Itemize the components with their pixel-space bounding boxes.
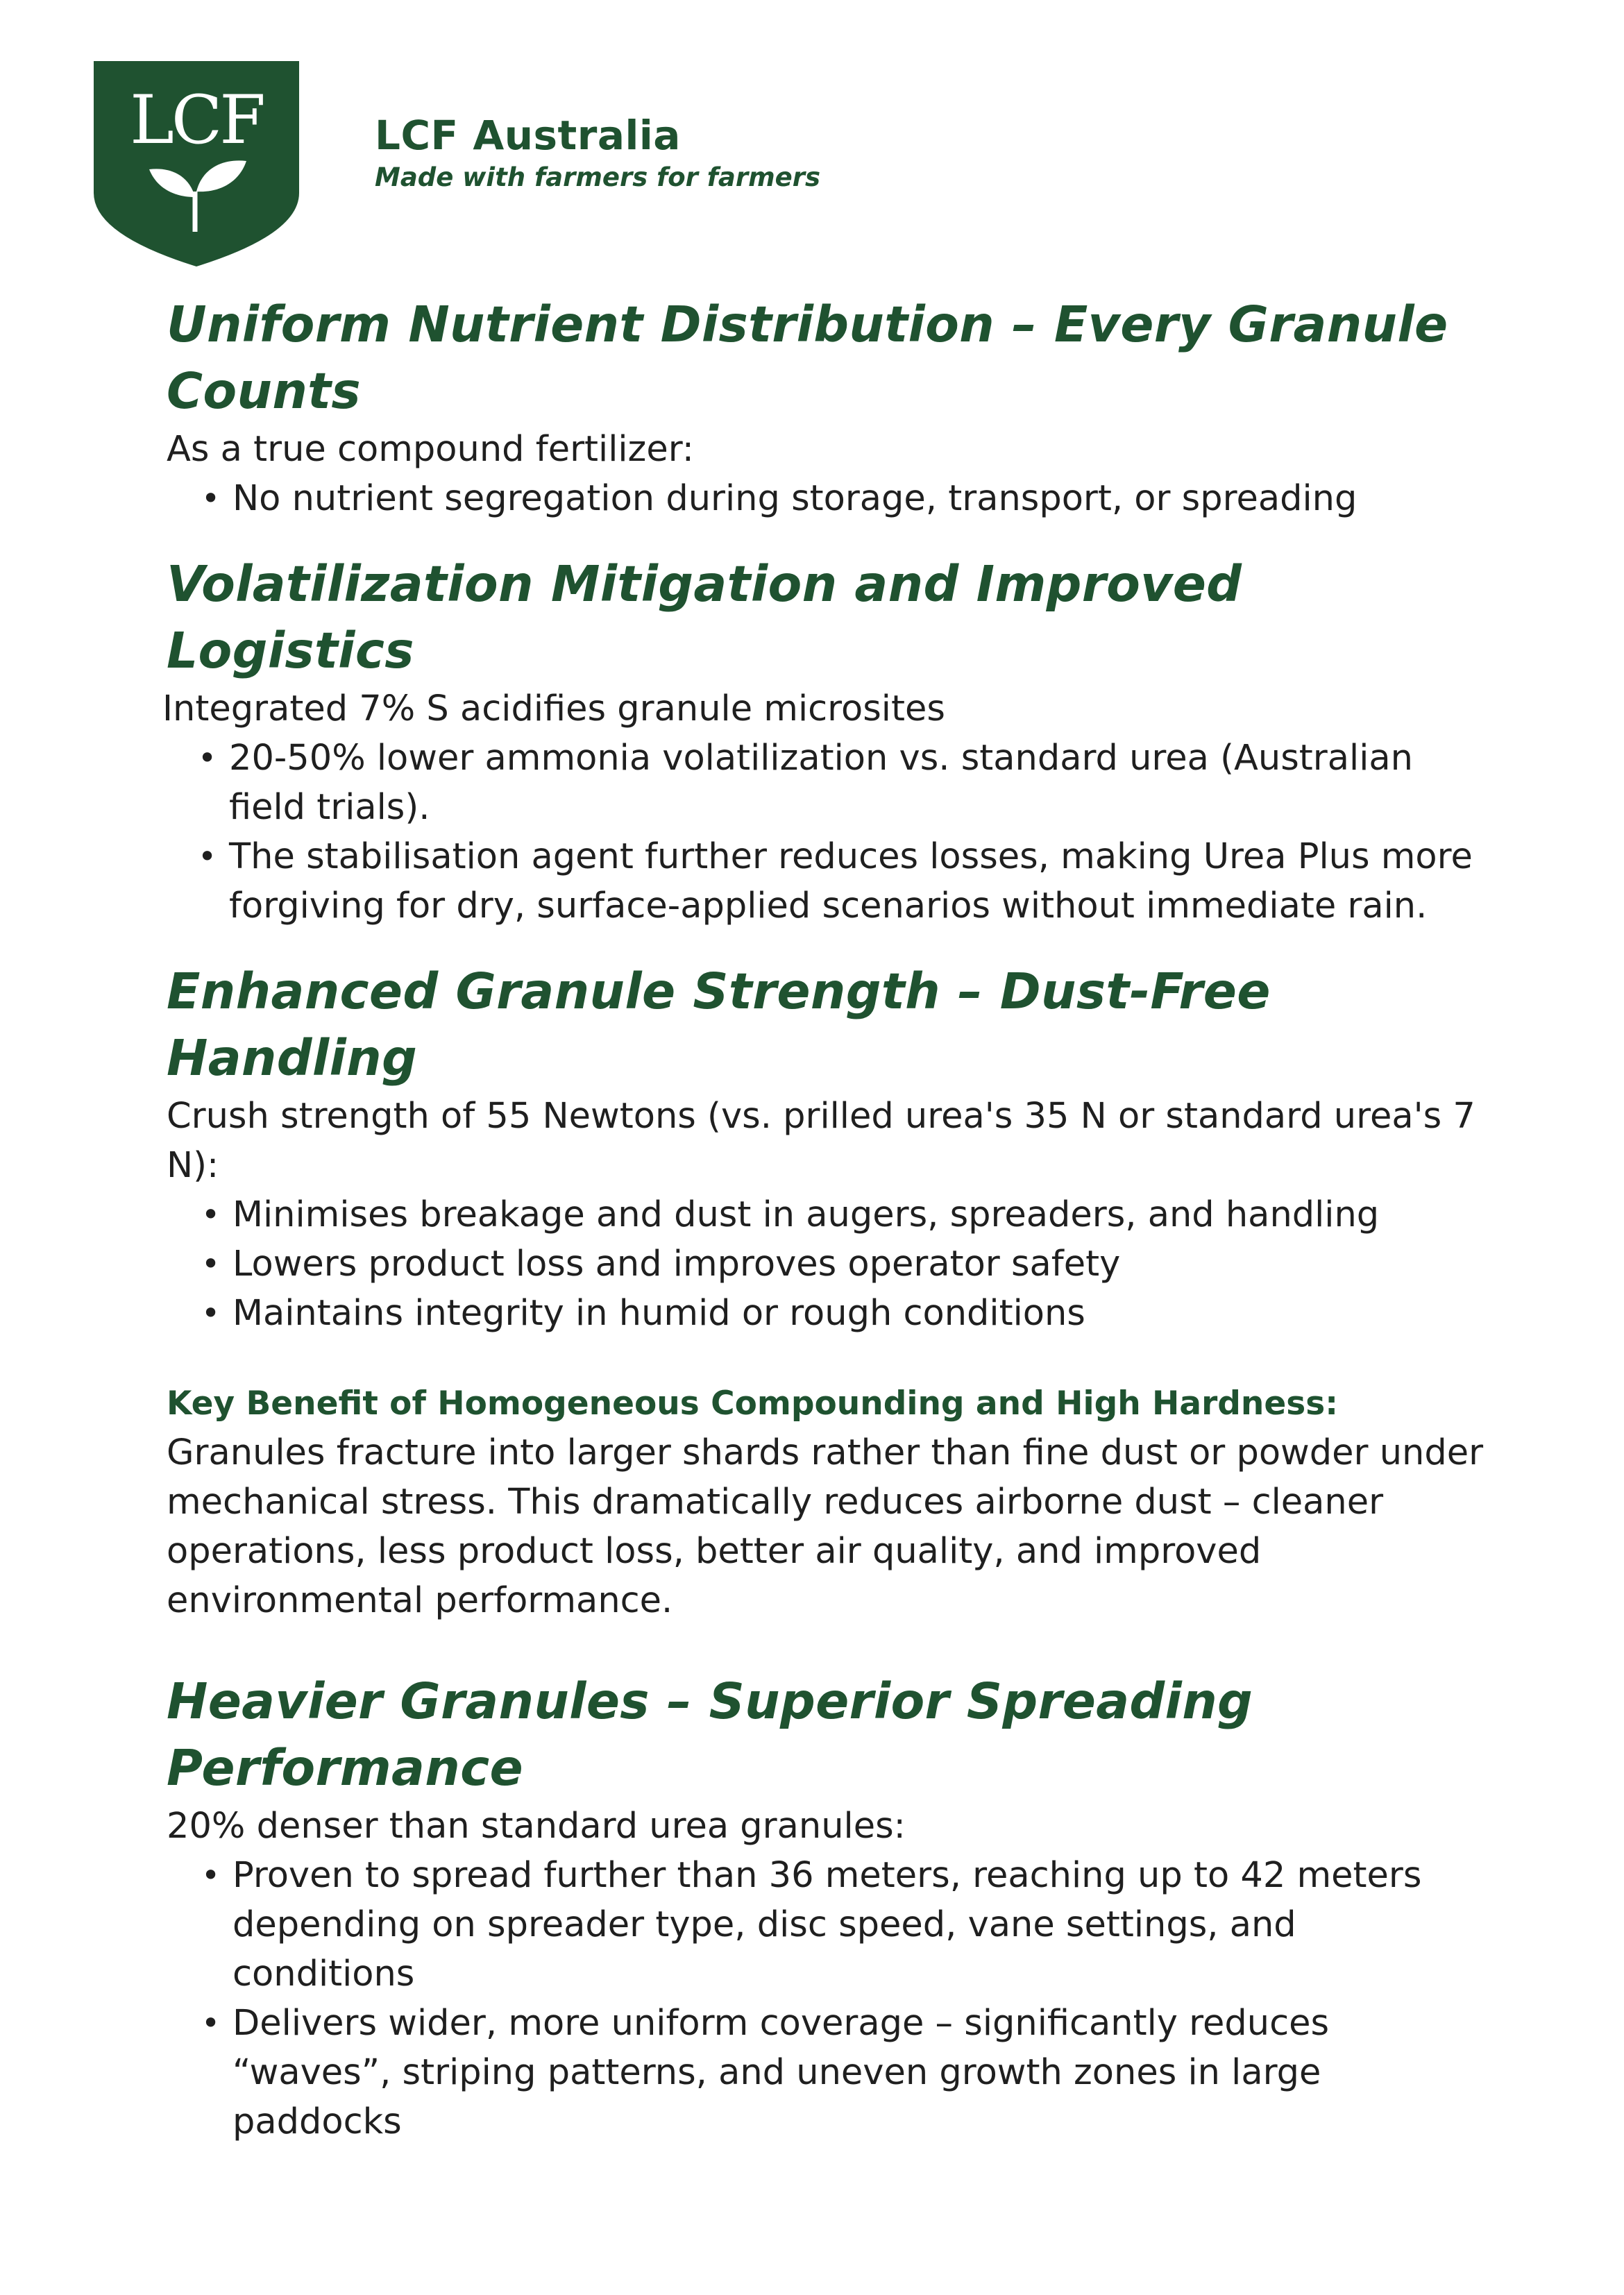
list-item: • Maintains integrity in humid or rough conditions xyxy=(232,1289,1485,1338)
list-item: • Delivers wider, more uniform coverage – significantly reduces “waves”, striping patterns, and uneven growth zones in large paddocks xyxy=(232,1999,1485,2146)
section-volatilization xyxy=(162,551,1485,931)
bullet-list xyxy=(167,734,1485,931)
list-item: • The stabilisation agent further reduces losses, making Urea Plus more forgiving for dry, surface-applied scenarios without immediate rain. xyxy=(229,832,1485,931)
key-benefit-text: Granules fracture into larger shards rather than fine dust or powder under mechanical stress. This dramatically reduces airborne dust – cleaner operations, less product loss, better air quality, and improved environmental performance. xyxy=(167,1432,1484,1621)
list-item: • No nutrient segregation during storage, transport, or spreading xyxy=(232,474,1485,523)
bullet-list xyxy=(167,474,1485,523)
section-uniform-distribution xyxy=(167,291,1485,523)
key-benefit-title: Key Benefit of Homogeneous Compounding and High Hardness: xyxy=(167,1384,1338,1423)
section-intro: As a true compound fertilizer: xyxy=(167,429,694,470)
list-item: • 20-50% lower ammonia volatilization vs. standard urea (Australian field trials). xyxy=(229,734,1485,832)
list-item: • Minimises breakage and dust in augers, spreaders, and handling xyxy=(232,1190,1485,1239)
section-heavier-granules xyxy=(167,1668,1485,2146)
bullet-list xyxy=(167,1190,1485,1338)
section-intro: Crush strength of 55 Newtons (vs. prilled urea's 35 N or standard urea's 7 N): xyxy=(167,1096,1475,1186)
section-intro: Integrated 7% S acidifies granule microsites xyxy=(162,688,945,729)
logo-text: LCF xyxy=(130,81,263,159)
document-body xyxy=(162,291,1485,2146)
section-heading: Enhanced Granule Strength – Dust-Free Handling xyxy=(167,963,1271,1087)
section-intro: 20% denser than standard urea granules: xyxy=(167,1806,906,1847)
brand-name: LCF Australia xyxy=(375,112,681,159)
section-granule-strength xyxy=(167,958,1485,1338)
brand-tagline: Made with farmers for farmers xyxy=(375,162,821,192)
bullet-list xyxy=(167,1851,1485,2146)
section-heading: Uniform Nutrient Distribution – Every Granule Counts xyxy=(167,296,1448,420)
list-item: • Lowers product loss and improves operator safety xyxy=(232,1239,1485,1289)
lcf-logo xyxy=(94,61,299,266)
brand-block xyxy=(375,111,820,194)
section-heading: Volatilization Mitigation and Improved Logistics xyxy=(167,555,1242,679)
list-item: • Proven to spread further than 36 meters, reaching up to 42 meters depending on spreader type, disc speed, vane settings, and conditions xyxy=(232,1851,1485,1999)
key-benefit-block xyxy=(167,1380,1485,1625)
section-heading: Heavier Granules – Superior Spreading Performance xyxy=(167,1672,1253,1797)
